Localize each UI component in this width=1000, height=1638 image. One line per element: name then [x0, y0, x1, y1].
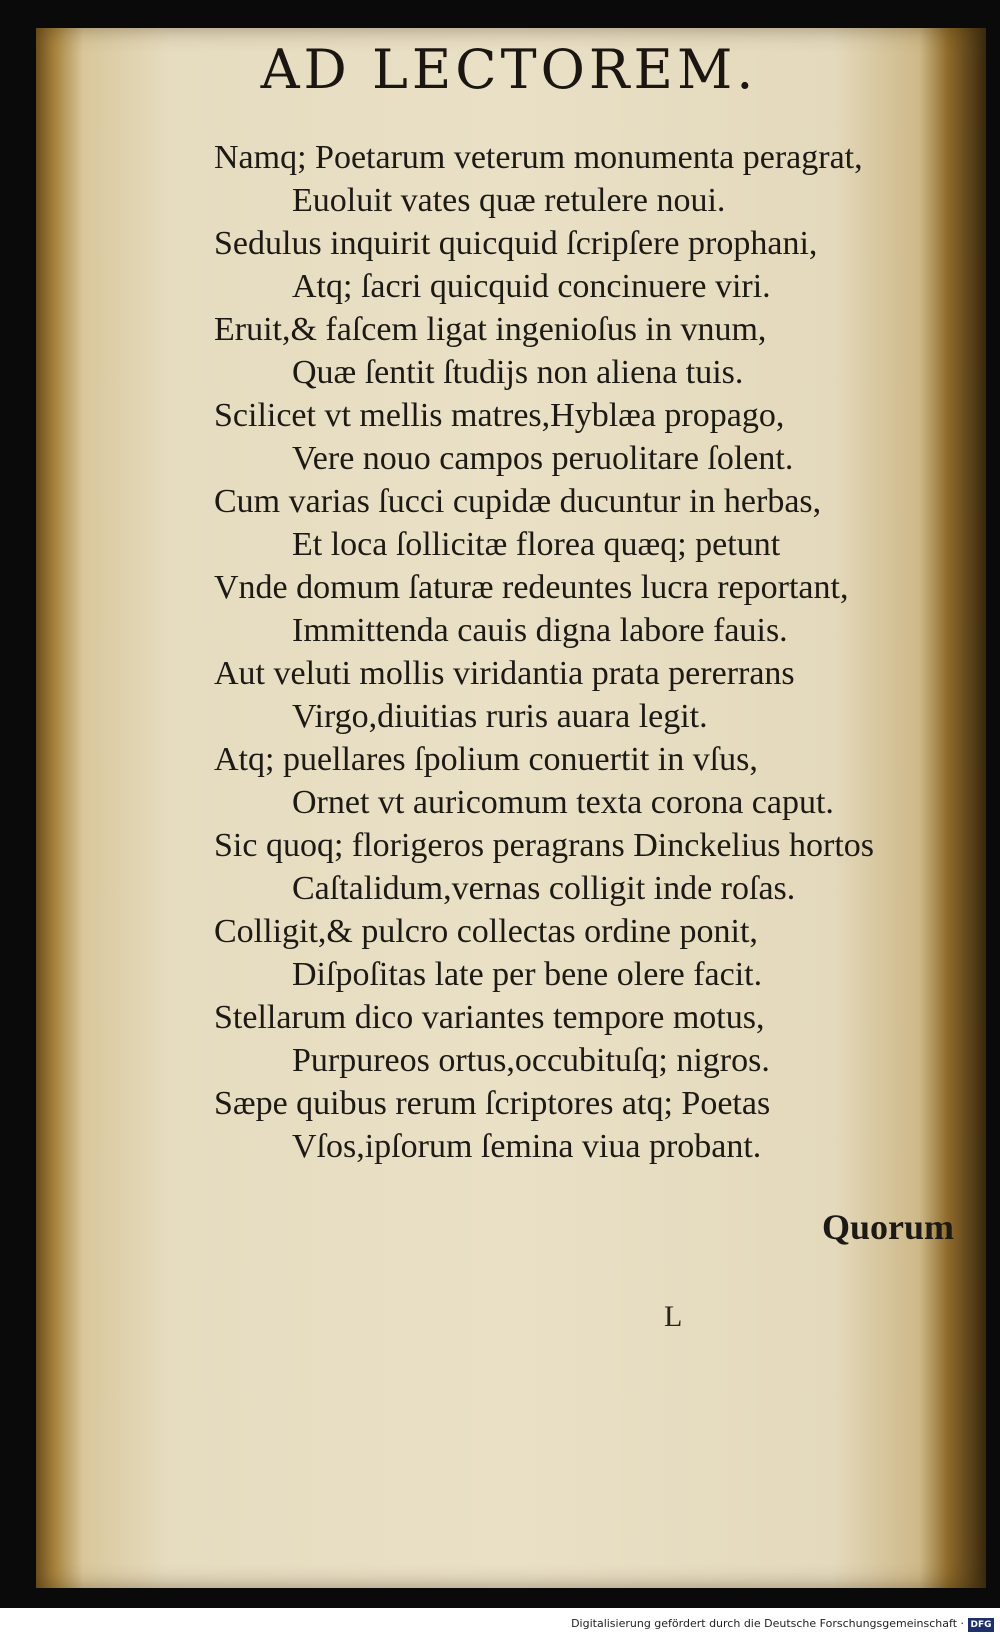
verse-line: Sedulus inquirit quicquid ſcripſere prophani, — [214, 225, 818, 262]
verse-line: Euoluit vates quæ retulere noui. — [292, 182, 726, 219]
verse-line: Sæpe quibus rerum ſcriptores atq; Poetas — [214, 1085, 771, 1122]
verse-line: Cum varias ſucci cupidæ ducuntur in herbas, — [214, 483, 822, 520]
verse-line: Sic quoq; florigeros peragrans Dinckelius hortos — [214, 827, 875, 864]
signature-mark: L — [664, 1300, 683, 1333]
verse-line: Vnde domum ſaturæ redeuntes lucra reportant, — [214, 569, 849, 606]
verse-line: Scilicet vt mellis matres,Hyblæa propago, — [214, 397, 785, 434]
verse-line: Diſpoſitas late per bene olere facit. — [292, 956, 763, 993]
verse-line: Aut veluti mollis viridantia prata pererrans — [214, 655, 795, 692]
funding-credit: Digitalisierung gefördert durch die Deutsche Forschungsgemeinschaft · — [571, 1617, 964, 1630]
verse-line: Atq; puellares ſpolium conuertit in vſus, — [214, 741, 758, 778]
verse-line: Vere nouo campos peruolitare ſolent. — [292, 440, 794, 477]
verse-line: Colligit,& pulcro collectas ordine ponit, — [214, 913, 758, 950]
verse-line: Vſos,ipſorum ſemina viua probant. — [292, 1128, 762, 1165]
verse-line: Stellarum dico variantes tempore motus, — [214, 999, 765, 1036]
verse-line: Immittenda cauis digna labore fauis. — [292, 612, 788, 649]
page-body — [94, 38, 964, 1578]
catchword: Quorum — [821, 1207, 954, 1247]
verse-line: Atq; ſacri quicquid concinuere viri. — [292, 268, 771, 305]
book-page — [36, 28, 986, 1588]
verse-line: Ornet vt auricomum texta corona caput. — [292, 784, 834, 821]
footer-bar — [0, 1608, 1000, 1638]
verse-line: Quæ ſentit ſtudijs non aliena tuis. — [292, 354, 744, 391]
verse-line: Caſtalidum,vernas colligit inde roſas. — [292, 870, 796, 907]
verse-block — [214, 136, 994, 1168]
verse-line: Virgo,diuitias ruris auara legit. — [292, 698, 708, 735]
verse-line: Eruit,& faſcem ligat ingenioſus in vnum, — [214, 311, 767, 348]
dfg-logo: DFG — [968, 1618, 994, 1632]
verse-line: Namq; Poetarum veterum monumenta peragrat, — [214, 139, 863, 176]
verse-line: Purpureos ortus,occubituſq; nigros. — [292, 1042, 770, 1079]
page-header: AD LECTOREM. — [260, 38, 758, 101]
verse-line: Et loca ſollicitæ florea quæq; petunt — [292, 526, 781, 563]
